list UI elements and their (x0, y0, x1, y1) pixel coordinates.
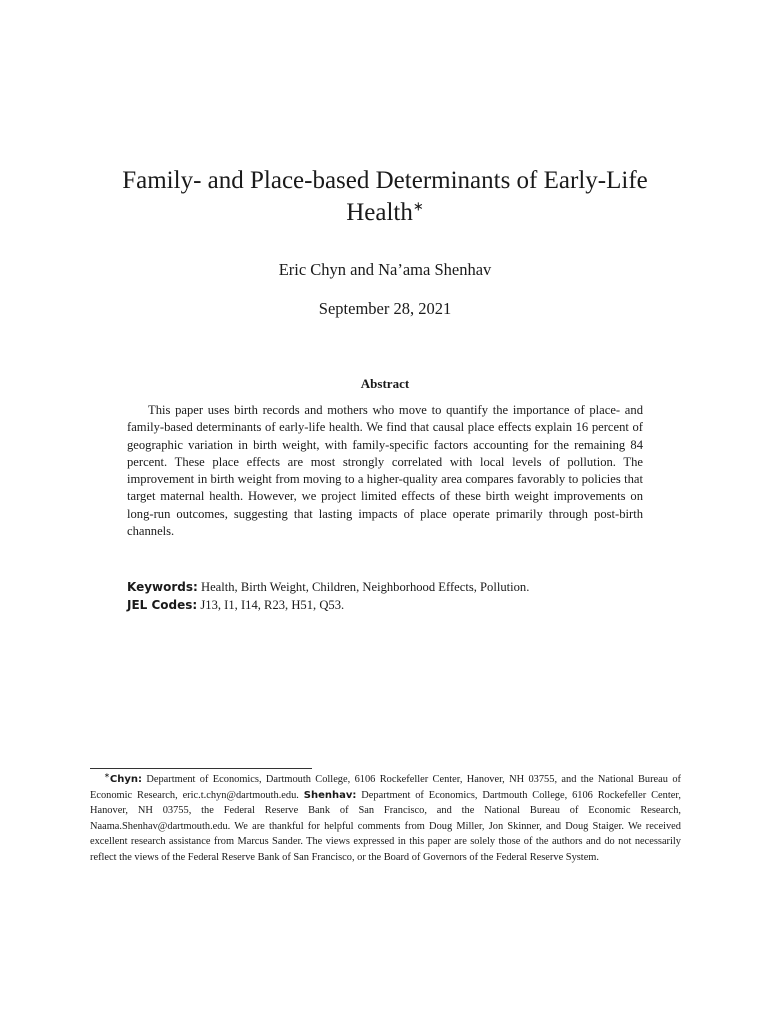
keywords-line (127, 579, 643, 597)
jel-codes-line (127, 597, 643, 615)
paper-title (90, 165, 680, 229)
footnote-rule (90, 768, 312, 769)
title-footnote-mark: ∗ (412, 198, 424, 214)
footnote-chyn-text: Department of Economics, Dartmouth College, 6106 Rockefeller Center, Hanover, NH 03755, and the National Bureau of Economic Research, eric.t.chyn@dartmouth.edu. (90, 774, 681, 801)
jel-codes-label: JEL Codes: (127, 597, 198, 612)
footnote-chyn-label: Chyn: (109, 774, 142, 785)
keywords-text: Health, Birth Weight, Children, Neighborhood Effects, Pollution. (200, 580, 530, 594)
footnote-mark: ∗ (104, 771, 110, 780)
publication-date: September 28, 2021 (318, 299, 452, 318)
abstract-body: This paper uses birth records and mothers who move to quantify the importance of place- and family-based determinants of early-life health. We find that causal place effects explain 16 percent of geographic variation in birth weight, with family-specific factors accounting for the remaining 84 percent. These place effects are most strongly correlated with local levels of pollution. The improvement in birth weight from moving to a higher-quality area compares favorably to policies that target maternal health. However, we project limited effects of these birth weight improvements on long-run outcomes, suggesting that lasting impacts of place operate primarily through post-birth channels. (127, 403, 643, 539)
authors: Eric Chyn and Na’ama Shenhav (278, 260, 492, 279)
abstract-heading: Abstract (360, 376, 410, 391)
footnote-shenhav-label: Shenhav: (303, 789, 357, 801)
keywords-block (127, 579, 643, 614)
paper-title-text: Family- and Place-based Determinants of Early-Life Health (122, 167, 648, 226)
footnote-shenhav-text: Department of Economics, Dartmouth College, 6106 Rockefeller Center, Hanover, NH 03755, the Federal Reserve Bank of San Francisco, and the National Bureau of Economic Research, Naama.Shenhav@dartmouth.edu. We are thankful for helpful comments from Doug Miller, Jon Skinner, and Doug Staiger. We received excellent research assistance from Marcus Sander. The views expressed in this paper are solely those of the authors and do not necessarily reflect the views of the Federal Reserve Bank of San Francisco, or the Board of Governors of the Federal Reserve System. (90, 789, 681, 863)
footnote (90, 772, 681, 866)
keywords-label: Keywords: (127, 580, 198, 594)
jel-codes-text: J13, I1, I14, R23, H51, Q53. (200, 597, 345, 612)
